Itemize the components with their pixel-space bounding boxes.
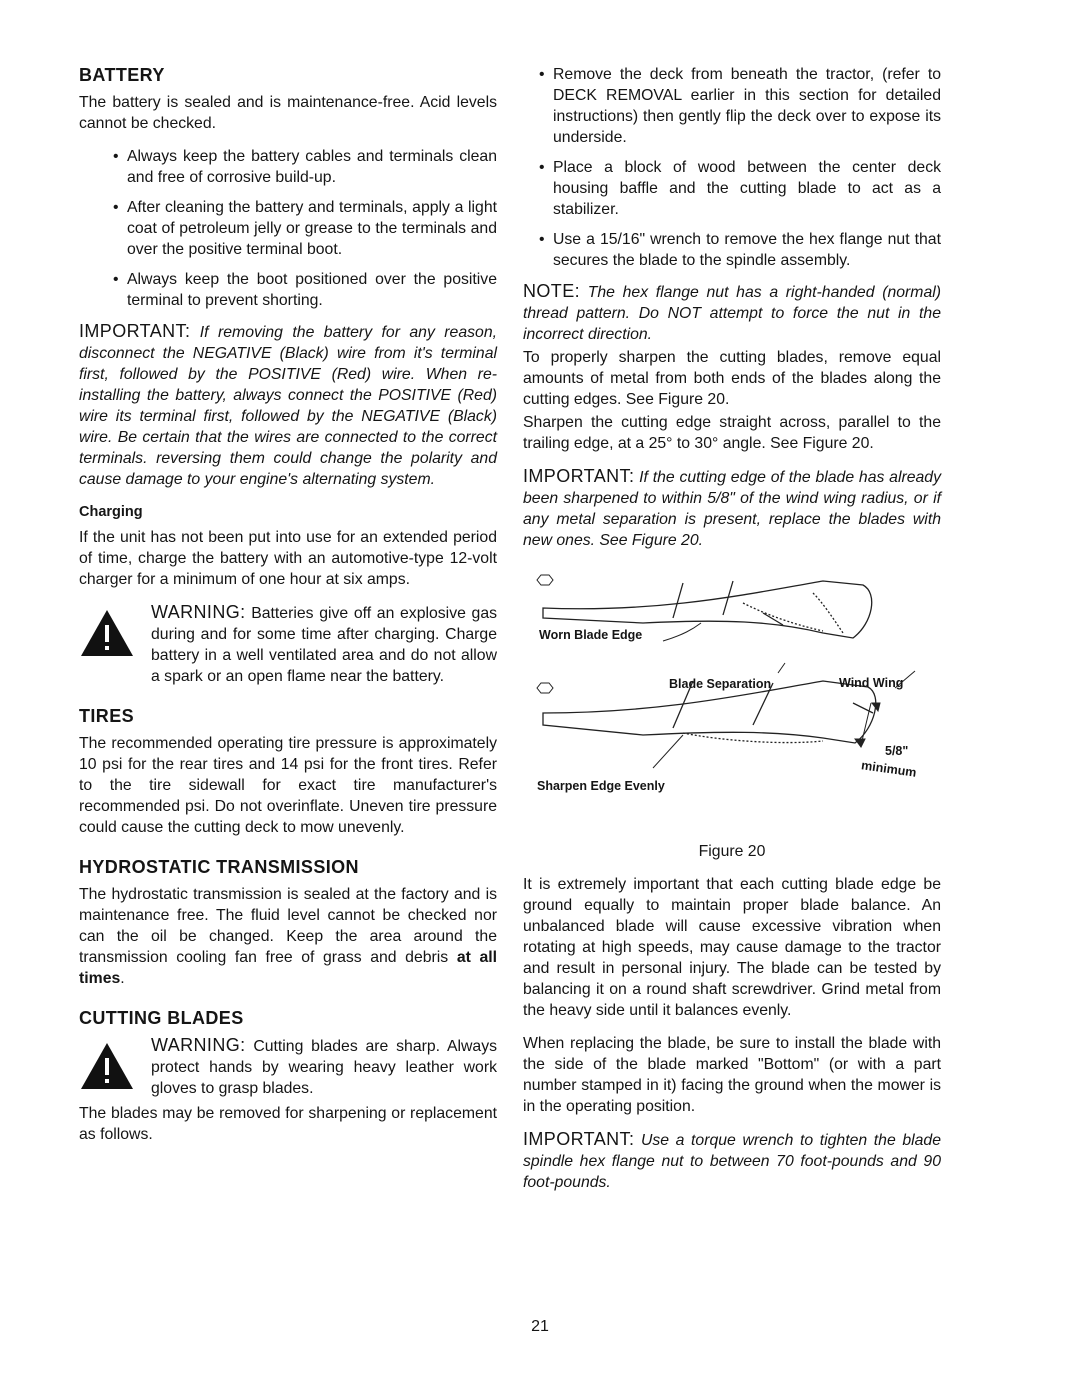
warning-text: Cutting blades are sharp. Always protect hands by wearing heavy leather work gloves to grasp blades. [151, 1038, 497, 1097]
sharpen-paragraph-1: To properly sharpen the cutting blades, remove equal amounts of metal from both ends of the blades along the cutting edges. See Figure 20. [523, 349, 941, 408]
charging-heading: Charging [79, 504, 143, 520]
label-five-eighths: 5/8" [885, 744, 909, 758]
figure-20 [523, 563, 941, 833]
charging-text: If the unit has not been put into use for an extended period of time, charge the battery with an automotive-type 12-volt charger for a minimum of one hour at six amps. [79, 529, 497, 588]
tires-heading: TIRES [79, 706, 135, 726]
note [523, 281, 941, 345]
cutting-warning [79, 1035, 497, 1099]
separation-arrow [778, 663, 785, 673]
warning-icon [79, 608, 135, 658]
important-text: If the cutting edge of the blade has already been sharpened to within 5/8" of the wind wing radius, or if any metal separation is present, replace the blades with new ones. See Figure 20. [523, 469, 941, 549]
important-label: IMPORTANT: [523, 1129, 635, 1149]
list-item: • Use a 15/16" wrench to remove the hex flange nut that secures the blade to the spindle assembly. [523, 229, 941, 271]
battery-warning [79, 602, 497, 687]
sharpen-edge-arrow [653, 735, 683, 768]
list-item: • Place a block of wood between the center deck housing baffle and the cutting blade to act as a stabilizer. [523, 157, 941, 220]
label-blade-separation: Blade Separation [669, 677, 772, 691]
hydrostatic-text [79, 884, 497, 989]
label-sharpen-edge-evenly: Sharpen Edge Evenly [537, 779, 665, 793]
list-item: • Always keep the boot positioned over the positive terminal to prevent shorting. [79, 269, 497, 311]
figure-caption: Figure 20 [698, 843, 766, 860]
left-column [79, 64, 497, 1157]
important-torque [523, 1129, 941, 1193]
list-item: • Remove the deck from beneath the tractor, (refer to DECK REMOVAL earlier in this section for detailed instructions) then gently flip the deck over to expose its underside. [523, 64, 941, 148]
battery-heading: BATTERY [79, 65, 165, 85]
hydrostatic-body: The hydrostatic transmission is sealed at the factory and is maintenance free. The fluid level cannot be checked nor can the oil be changed. Keep the area around the transmission cooling fan free of grass and debris [79, 886, 497, 966]
important-label: IMPORTANT: [523, 466, 635, 486]
list-item: • After cleaning the battery and terminals, apply a light coat of petroleum jelly or grease to the terminals and over the positive terminal boot. [79, 197, 497, 260]
label-wind-wing: Wind Wing [839, 676, 904, 690]
hydrostatic-heading: HYDROSTATIC TRANSMISSION [79, 857, 359, 877]
tires-text: The recommended operating tire pressure is approximately 10 psi for the rear tires and 14 psi for the front tires. Refer to the tire sidewall for exact tire manufacturer's recommended psi. Do not overinflate. Uneven tire pressure could cause the cutting deck to mow unevenly. [79, 735, 497, 836]
important-replace [523, 466, 941, 551]
hydrostatic-emphasis: at all times [79, 949, 498, 987]
bolt-hole-icon [537, 683, 553, 693]
list-item: • Always keep the battery cables and terminals clean and free of corrosive build-up. [79, 146, 497, 188]
warning-icon [79, 1041, 135, 1091]
hydrostatic-end: . [120, 970, 125, 987]
label-worn-blade-edge: Worn Blade Edge [539, 628, 643, 642]
note-label: NOTE: [523, 281, 581, 301]
battery-bullets [79, 146, 497, 311]
sharpen-paragraph-2: Sharpen the cutting edge straight across, parallel to the trailing edge, at a 25° to 30° angle. See Figure 20. [523, 414, 941, 452]
battery-intro: The battery is sealed and is maintenance-free. Acid levels cannot be checked. [79, 94, 497, 132]
battery-important [79, 321, 497, 490]
worn-edge-arrow [663, 623, 701, 641]
warning-label: WARNING: [151, 1035, 246, 1055]
balance-text: It is extremely important that each cutting blade edge be ground equally to maintain proper blade balance. An unbalanced blade will cause excessive vibration when rotating at high speeds, may cause damage to the tractor and result in personal injury. The blade can be tested by balancing it on a round shaft screwdriver. Grind metal from the heavy side until it balances evenly. [523, 876, 941, 1019]
cutting-blades-text: The blades may be removed for sharpening or replacement as follows. [79, 1105, 497, 1143]
label-minimum: minimum [860, 758, 918, 780]
important-text: Use a torque wrench to tighten the blade spindle hex flange nut to between 70 foot-pounds and 90 foot-pounds. [523, 1132, 941, 1191]
replace-text: When replacing the blade, be sure to install the blade with the side of the blade marked "Bottom" (or with a part number stamped in it) facing the ground when the mower is in the operating position. [523, 1035, 941, 1115]
warning-label: WARNING: [151, 602, 246, 622]
page-number: 21 [531, 1318, 549, 1335]
warning-text: Batteries give off an explosive gas during and for some time after charging. Charge battery in a well ventilated area and do not allow a spark or an open flame near the battery. [151, 605, 498, 685]
important-label: IMPORTANT: [79, 321, 191, 341]
note-text: The hex flange nut has a right-handed (normal) thread pattern. Do NOT attempt to force the nut in the incorrect direction. [523, 284, 942, 343]
right-column [523, 64, 941, 1205]
cutting-blades-heading: CUTTING BLADES [79, 1008, 244, 1028]
bolt-hole-icon [537, 575, 553, 585]
removal-bullets [523, 64, 941, 271]
important-text: If removing the battery for any reason, disconnect the NEGATIVE (Black) wire from it's terminal first, followed by the POSITIVE (Red) wire. When re-installing the battery, always connect the POSITIVE (Red) wire its terminal first, followed by the NEGATIVE (Black) wire. Be certain that the wires are connected to the correct terminals. reversing them could change the polarity and cause damage to your engine's alternating system. [79, 324, 497, 488]
